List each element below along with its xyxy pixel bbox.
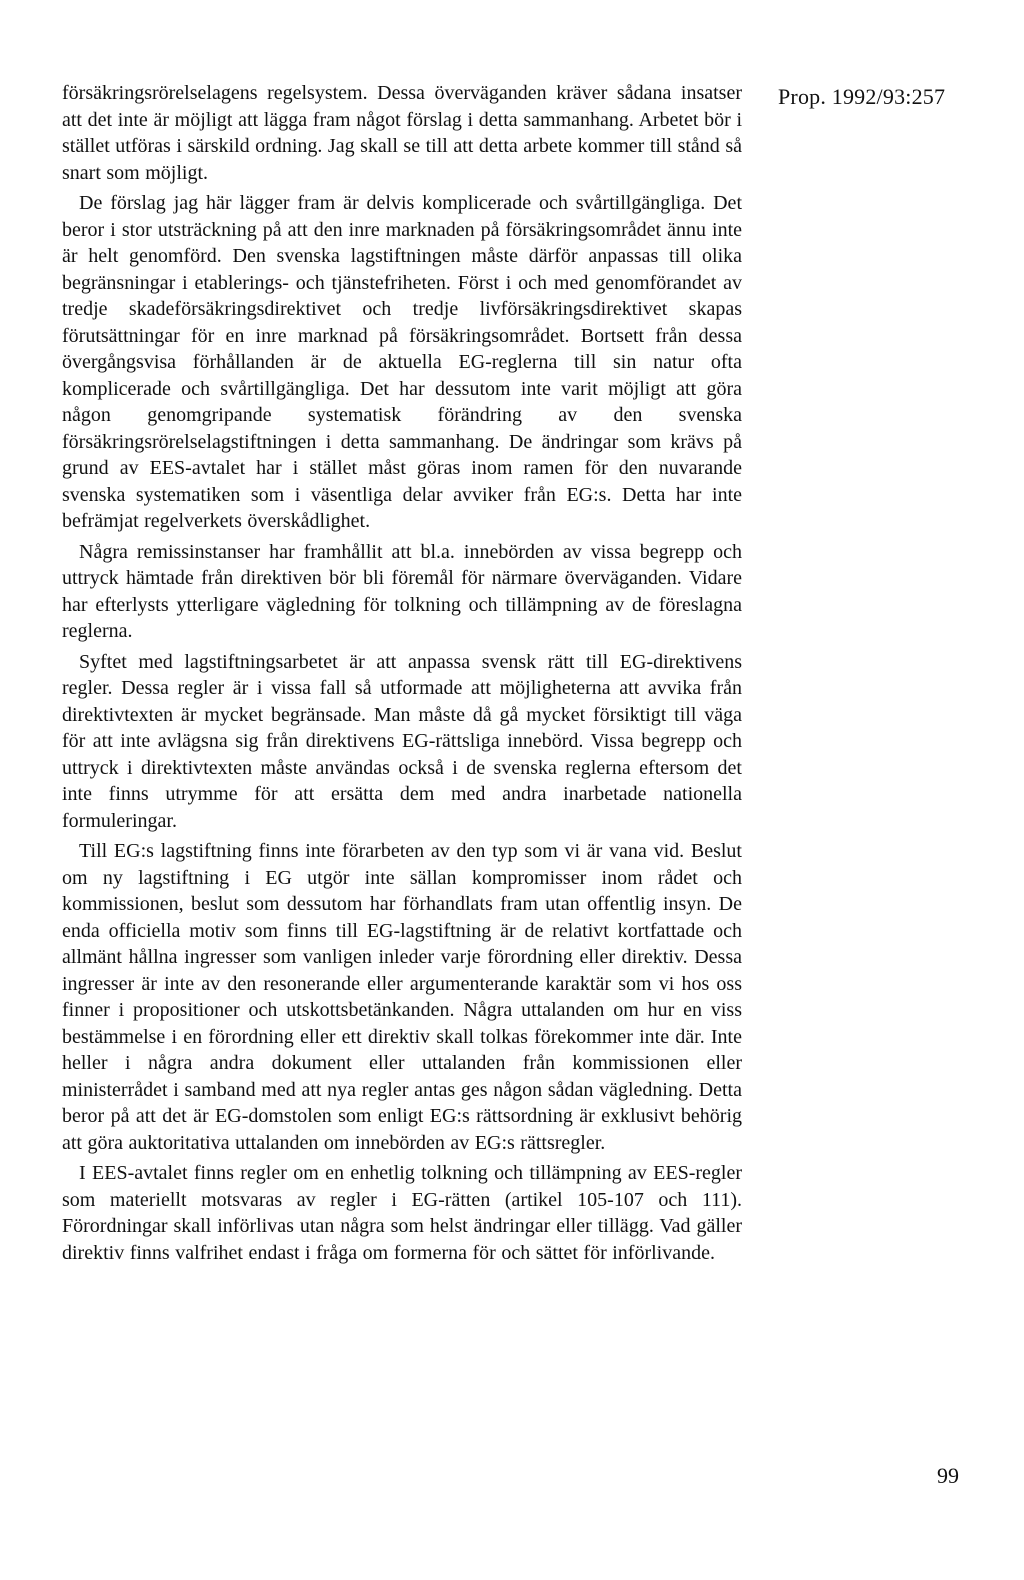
body-text <box>62 80 742 1270</box>
paragraph-1: försäkringsrörelselagens regelsystem. Dessa överväganden kräver sådana insatser att det inte är möjligt att lägga fram något förslag i detta sammanhang. Arbetet bör i stället utföras i särskild ordning. Jag skall se till att detta arbete kommer till stånd så snart som möjligt. <box>62 82 742 184</box>
paragraph-5: Till EG:s lagstiftning finns inte förarbeten av den typ som vi är vana vid. Beslut om ny lagstiftning i EG utgör inte sällan kompromisser inom rådet och kommissionen, beslut som dessutom har förhandlats fram utan offentlig insyn. De enda officiella motiv som finns till EG-lagstiftning är de relativt kortfattade och allmänt hållna ingresser som vanligen inleder varje förordning eller direktiv. Dessa ingresser är inte av den resonerande eller argumenterande karaktär som vi hos oss finner i propositioner och utskottsbetänkanden. Några uttalanden om hur en viss bestämmelse i en förordning eller ett direktiv skall tolkas förekommer inte där. Inte heller i några andra dokument eller uttalanden från kommissionen eller ministerrådet i samband med att nya regler antas ges någon sådan vägledning. Detta beror på att det är EG-domstolen som enligt EG:s rättsordning är exklusivt behörig att göra auktoritativa uttalanden om innebörden av EG:s rättsregler. <box>62 840 742 1154</box>
paragraph-3: Några remissinstanser har framhållit att bl.a. innebörden av vissa begrepp och uttryck hämtade från direktiven bör bli föremål för närmare överväganden. Vidare har efterlysts ytterligare vägledning för tolkning och tillämpning av de föreslagna reglerna. <box>62 540 742 642</box>
paragraph-4: Syftet med lagstiftningsarbetet är att anpassa svensk rätt till EG-direktivens regler. Dessa regler är i vissa fall så utformade att möjligheterna att avvika från direktivtexten är mycket begränsade. Man måste då gå mycket försiktigt till väga för att inte avlägsna sig från direktivens EG-rättsliga innebörd. Vissa begrepp och uttryck i direktivtexten måste användas också i de svenska reglerna eftersom det inte finns utrymme för att ersätta dem med andra inarbetade nationella formuleringar. <box>62 650 742 832</box>
paragraph-6: I EES-avtalet finns regler om en enhetlig tolkning och tillämpning av EES-regler som materiellt motsvaras av regler i EG-rätten (artikel 105-107 och 111). Förordningar skall införlivas utan några som helst ändringar eller tillägg. Vad gäller direktiv finns valfrihet endast i fråga om formerna för och sättet för införlivande. <box>62 1162 742 1264</box>
page-number: 99 <box>937 1463 959 1488</box>
document-reference: Prop. 1992/93:257 <box>778 84 946 109</box>
paragraph-2: De förslag jag här lägger fram är delvis komplicerade och svårtillgängliga. Det beror i stor utsträckning på att den inre marknaden på försäkringsområdet ännu inte är helt genomförd. Den svenska lagstiftningen måste därför anpassas till olika begränsningar i etablerings- och tjänstefriheten. Först i och med genomförandet av tredje skadeförsäkringsdirektivet och tredje livförsäkringsdirektivet skapas förutsättningar för en inre marknad på försäkringsområdet. Bortsett från dessa övergångsvisa förhållanden är de aktuella EG-reglerna till sin natur ofta komplicerade och svårtillgängliga. Det har dessutom inte varit möjligt att göra någon genomgripande systematisk förändring av den svenska försäkringsrörelselagstiftningen i detta sammanhang. De ändringar som krävs på grund av EES-avtalet har i stället måst göras inom ramen för den nuvarande svenska systematiken som i väsentliga delar avviker från EG:s. Detta har inte befrämjat regelverkets överskådlighet. <box>62 192 742 532</box>
